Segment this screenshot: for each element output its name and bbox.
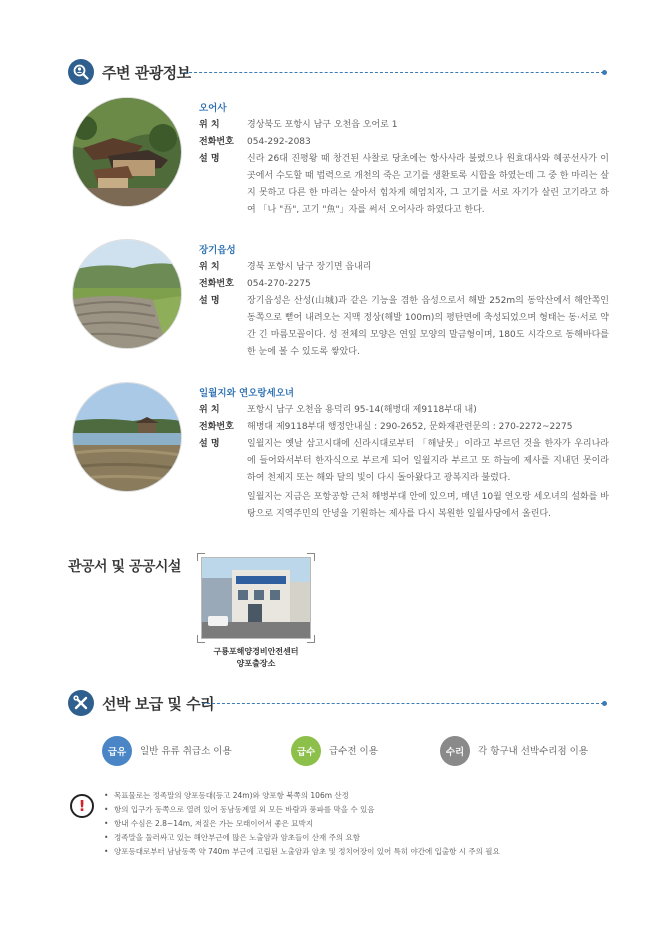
temple-photo <box>73 98 181 206</box>
description-label: 설 명 <box>199 154 220 164</box>
description-text: 장기읍성은 산성(山城)과 같은 기능을 겸한 읍성으로서 해발 252m의 동악산에서 해안쪽인 동쪽으로 뻗어 내려오는 지맥 정상(해발 100m)의 평탄면에 축성되었으며 형태는 동·서로 약간 긴 마름모꼴이다. 성 전체의 모양은 연잎 모양의 말금형이며, 180도 시각으로 동해바다를 한 눈에 볼 수 있도록 쌓았다. <box>247 296 609 357</box>
supply-divider <box>202 703 604 704</box>
photo-frame-corner <box>307 635 315 643</box>
note-item: • 항의 입구가 동쪽으로 열려 있어 동남동계열 외 모든 바람과 풍파를 막을 수 있음 <box>104 803 624 817</box>
description-text-2: 일월지는 지금은 포항공항 근처 해병부대 안에 있으며, 매년 10월 연오랑 세오녀의 설화를 바탕으로 지역주민의 안녕을 기원하는 제사를 다시 복원한 일월사당에서 올린다. <box>247 492 609 519</box>
note-item: • 항내 수심은 2.8~14m, 저질은 가는 모래이어서 좋은 묘박지 <box>104 817 624 831</box>
description-row <box>199 436 609 523</box>
location-value: 포항시 남구 오천읍 용덕리 95-14(해병대 제9118부대 내) <box>247 405 477 415</box>
tourism-entry-janggi <box>199 242 609 361</box>
repair-badge: 수리 <box>440 736 470 766</box>
magnifier-person-icon <box>68 59 94 85</box>
location-value: 경상북도 포항시 남구 오천읍 오어로 1 <box>247 120 398 130</box>
fuel-badge: 급유 <box>102 736 132 766</box>
supply-title: 선박 보급 및 수리 <box>102 694 215 713</box>
location-row <box>199 402 609 419</box>
description-label: 설 명 <box>199 439 220 449</box>
phone-label: 전화번호 <box>199 279 234 289</box>
note-item: • 목표물로는 정족말의 양포등대(등고 24m)와 양포항 북쪽의 106m 산정 <box>104 789 624 803</box>
location-row <box>199 117 609 134</box>
phone-row <box>199 276 609 293</box>
office-caption-line1: 구룡포해양경비안전센터 <box>213 647 299 656</box>
location-label: 위 치 <box>199 405 220 415</box>
description-row <box>199 293 609 361</box>
phone-value: 054-292-2083 <box>247 137 311 147</box>
description-text: 신라 26대 진평왕 때 창건된 사찰로 당초에는 항사사라 불렸으나 원효대사와 혜공선사가 이곳에서 수도할 때 법력으로 개천의 죽은 고기를 생환토록 시합을 하였는데 그 중 한 마리는 살지 못하고 다른 한 마리는 살아서 힘차게 헤엄치자, 그 고기를 서로 자기가 살린 고기라고 하여 「나 "吾", 고기 "魚"」자를 써서 오어사라 하였다고 한다. <box>247 154 609 215</box>
photo-frame-corner <box>197 553 205 561</box>
description-label: 설 명 <box>199 296 220 306</box>
tourism-entry-ilwolji <box>199 385 609 523</box>
tourism-header <box>68 59 191 85</box>
description-text: 일월지는 옛날 삼고시대에 신라시대로부터 「해날못」이라고 부르던 것을 한자가 우리나라에 들어와서부터 한자식으로 부르게 되어 일월지라 부르고 또 하늘에 제사를 지내던 못이라 하여 천제지 또는 해와 달의 빛이 다시 돌아왔다고 광복지라 불렀다. <box>247 439 609 483</box>
fuel-text: 일반 유류 취급소 이용 <box>140 746 232 757</box>
note-item: • 정족말을 둘러싸고 있는 해안부근에 많은 노출암과 암초들이 산재 주의 요함 <box>104 831 624 845</box>
coast-guard-photo <box>201 557 311 639</box>
tourism-divider <box>184 72 604 73</box>
offices-title: 관공서 및 공공시설 <box>68 559 181 575</box>
phone-row <box>199 134 609 151</box>
office-caption <box>190 646 322 670</box>
location-label: 위 치 <box>199 262 220 272</box>
photo-frame-corner <box>197 635 205 643</box>
supply-header <box>68 690 214 716</box>
description-row <box>199 151 609 219</box>
location-row <box>199 259 609 276</box>
pond-photo <box>73 383 181 491</box>
phone-value: 054-270-2275 <box>247 279 311 289</box>
tourism-entry-oeosa <box>199 100 609 219</box>
entry-name: 일월지와 연오랑세오녀 <box>199 388 295 399</box>
warning-icon: ! <box>70 794 94 818</box>
office-caption-line2: 양포출장소 <box>236 659 276 668</box>
phone-value: 해병대 제9118부대 행정안내실 : 290-2652, 문화재관련문의 : 270-2272~2275 <box>247 422 573 432</box>
note-item: • 양포등대로부터 남남동쪽 약 740m 부근에 고립된 노출암과 암초 및 정치어장이 있어 특히 야간에 입출항 시 주의 필요 <box>104 845 624 859</box>
phone-row <box>199 419 609 436</box>
photo-frame-corner <box>307 553 315 561</box>
fortress-photo <box>73 240 181 348</box>
navigation-notes <box>104 789 624 859</box>
wrench-screwdriver-icon <box>68 690 94 716</box>
phone-label: 전화번호 <box>199 137 234 147</box>
phone-label: 전화번호 <box>199 422 234 432</box>
water-text: 급수전 이용 <box>329 746 378 757</box>
water-badge: 급수 <box>291 736 321 766</box>
entry-name: 장기읍성 <box>199 245 236 256</box>
tourism-divider-dot <box>602 70 607 75</box>
entry-name: 오어사 <box>199 103 227 114</box>
supply-divider-dot <box>602 701 607 706</box>
repair-text: 각 항구내 선박수리점 이용 <box>478 746 589 757</box>
tourism-title: 주변 관광정보 <box>102 63 191 82</box>
location-value: 경북 포항시 남구 장기면 읍내리 <box>247 262 372 272</box>
location-label: 위 치 <box>199 120 220 130</box>
